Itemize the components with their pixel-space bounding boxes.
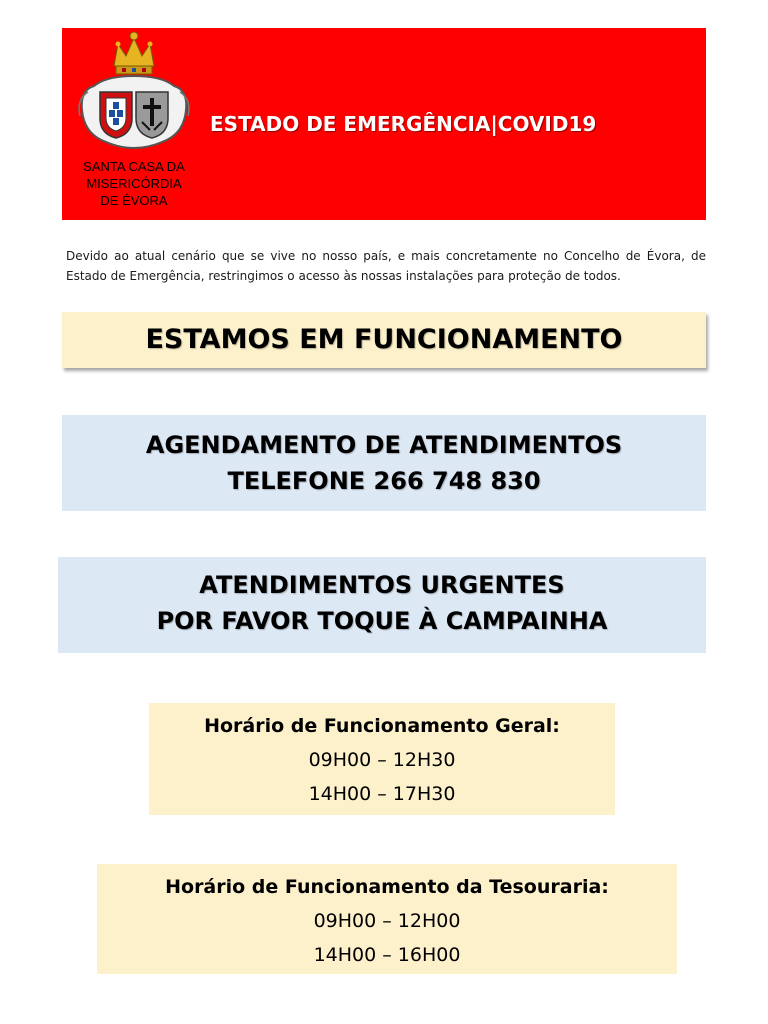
booking-phone: TELEFONE 266 748 830 xyxy=(227,467,541,495)
general-hours-box xyxy=(149,703,615,815)
general-hours-title: Horário de Funcionamento Geral: xyxy=(204,715,560,737)
logo-text-line: DE ÉVORA xyxy=(100,193,168,208)
general-hours-slot: 09H00 – 12H30 xyxy=(308,749,456,771)
booking-title: AGENDAMENTO DE ATENDIMENTOS xyxy=(145,431,623,459)
santa-casa-coat-of-arms-icon xyxy=(66,30,202,158)
treasury-hours-slot: 09H00 – 12H00 xyxy=(313,910,461,932)
emergency-banner xyxy=(62,28,706,220)
logo-text xyxy=(66,158,202,209)
banner-title: ESTADO DE EMERGÊNCIA|COVID19 xyxy=(210,112,597,136)
status-box: ESTAMOS EM FUNCIONAMENTO xyxy=(62,312,706,368)
urgent-box xyxy=(58,557,706,653)
santa-casa-logo xyxy=(66,30,202,218)
treasury-hours-box xyxy=(97,864,677,974)
treasury-hours-title: Horário de Funcionamento da Tesouraria: xyxy=(165,876,609,898)
treasury-hours-slot: 14H00 – 16H00 xyxy=(313,944,461,966)
urgent-instruction: POR FAVOR TOQUE À CAMPAINHA xyxy=(156,607,608,635)
intro-paragraph: Devido ao atual cenário que se vive no nosso país, e mais concretamente no Concelho de Évora, de Estado de Emergência, restringimos o acesso às nossas instalações para proteção de todos. xyxy=(66,249,706,283)
general-hours-slot: 14H00 – 17H30 xyxy=(308,783,456,805)
logo-text-line: MISERICÓRDIA xyxy=(86,176,182,191)
booking-box xyxy=(62,415,706,511)
logo-text-line: SANTA CASA DA xyxy=(83,159,185,174)
urgent-title: ATENDIMENTOS URGENTES xyxy=(199,571,565,599)
